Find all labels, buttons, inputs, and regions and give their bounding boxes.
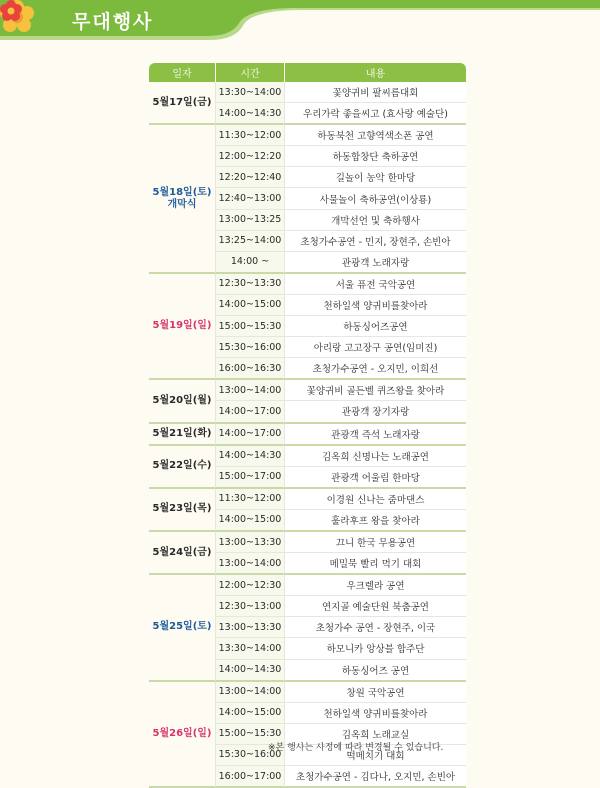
date-cell [149,380,216,423]
time-cell: 16:00~17:00 [216,766,285,788]
content-cell: 서울 퓨전 국악공연 [285,274,466,295]
date-label: 5월24일(금) [152,546,212,558]
time-cell: 11:30~12:00 [216,125,285,146]
time-cell: 14:00~14:30 [216,660,285,682]
date-cell [149,424,216,446]
content-cell: 천하일색 양귀비를찾아라 [285,703,466,724]
date-cell [149,125,216,274]
table-row [149,575,466,596]
content-cell: 이경원 신나는 줌마댄스 [285,489,466,510]
date-cell [149,575,216,681]
content-cell: 초청가수 공연 - 장현주, 이국 [285,617,466,638]
table-row [149,125,466,146]
content-cell: 우크렐라 공연 [285,575,466,596]
content-cell: 하동합창단 축하공연 [285,146,466,167]
column-header-time: 시간 [216,63,285,82]
content-cell: 우리가락 좋을씨고 (효사랑 예술단) [285,103,466,125]
date-cell [149,532,216,575]
date-label: 5월18일(토) [152,186,212,198]
content-cell: 메밀묵 빨리 먹기 대회 [285,553,466,575]
table-row [149,489,466,510]
event-schedule-table [149,63,466,788]
date-label: 5월19일(일) [152,320,212,332]
content-cell: 관광객 노래자랑 [285,252,466,274]
page-title: 무대행사 [72,11,154,33]
time-cell: 12:30~13:00 [216,596,285,617]
time-cell: 15:30~16:00 [216,745,285,766]
time-cell: 15:00~15:30 [216,316,285,337]
time-cell: 13:00~14:00 [216,553,285,575]
time-cell: 15:00~17:00 [216,467,285,489]
time-cell: 12:40~13:00 [216,188,285,209]
time-cell: 13:00~13:30 [216,617,285,638]
time-cell: 11:30~12:00 [216,489,285,510]
table-body [149,82,466,788]
date-label: 5월26일(일) [152,727,212,739]
column-header-date: 일자 [149,63,216,82]
time-cell: 13:00~13:30 [216,532,285,553]
time-cell: 14:00~14:30 [216,103,285,125]
time-cell: 13:30~14:00 [216,638,285,659]
time-cell: 13:25~14:00 [216,231,285,252]
content-cell: 김옥희 신명나는 노래공연 [285,446,466,467]
date-label: 5월25일(토) [152,621,212,633]
content-cell: 사물놀이 축하공연(이상룡) [285,188,466,209]
time-cell: 12:00~12:30 [216,575,285,596]
time-cell: 15:00~15:30 [216,724,285,745]
content-cell: 개막선언 및 축하행사 [285,210,466,231]
table-header-row [149,63,466,82]
time-cell: 15:30~16:00 [216,337,285,358]
time-cell: 14:00~15:00 [216,703,285,724]
time-cell: 16:00~16:30 [216,358,285,380]
content-cell: 아리랑 고고장구 공연(임미진) [285,337,466,358]
content-cell: 길놀이 농악 한마당 [285,167,466,188]
title-banner [0,0,600,44]
time-cell: 12:20~12:40 [216,167,285,188]
content-cell: 관광객 장기자랑 [285,401,466,423]
date-label: 5월23일(목) [152,503,212,515]
table-row [149,380,466,401]
date-label: 5월22일(수) [152,460,212,472]
content-cell: 떡메치기 대회 [285,745,466,766]
date-sublabel: 개막식 [167,198,197,210]
table-row [149,274,466,295]
content-cell: 꽃양귀비 골든벨 퀴즈왕을 찾아라 [285,380,466,401]
time-cell: 14:00~15:00 [216,510,285,532]
date-cell [149,682,216,788]
content-cell: 창원 국악공연 [285,682,466,703]
flower-icon [0,0,22,22]
date-label: 5월17일(금) [152,96,212,108]
time-cell: 12:00~12:20 [216,146,285,167]
content-cell: 관광객 어울림 한마당 [285,467,466,489]
column-header-content: 내용 [285,63,466,82]
content-cell: 끄니 한국 무용공연 [285,532,466,553]
time-cell: 14:00~14:30 [216,446,285,467]
content-cell: 꽃양귀비 팔씨름대회 [285,82,466,103]
content-cell: 초청가수공연 - 민지, 장현주, 손빈아 [285,231,466,252]
content-cell: 하동싱어즈 공연 [285,660,466,682]
time-cell: 13:00~14:00 [216,380,285,401]
date-cell [149,489,216,532]
date-cell [149,274,216,380]
content-cell: 하동북천 고향역색소폰 공연 [285,125,466,146]
content-cell: 하동싱어즈공연 [285,316,466,337]
date-label: 5월21일(화) [152,427,212,439]
table-row [149,682,466,703]
time-cell: 14:00~17:00 [216,424,285,446]
time-cell: 13:00~13:25 [216,210,285,231]
content-cell: 천하일색 양귀비를찾아라 [285,295,466,316]
content-cell: 김옥희 노래교실 [285,724,466,745]
content-cell: 훌라후프 왕을 찾아라 [285,510,466,532]
time-cell: 12:30~13:30 [216,274,285,295]
date-cell [149,446,216,489]
content-cell: 하모니카 앙상블 합주단 [285,638,466,659]
content-cell: 초청가수공연 - 김다나, 오지민, 손빈아 [285,766,466,788]
table-row [149,446,466,467]
time-cell: 14:00~15:00 [216,295,285,316]
content-cell: 관광객 즉석 노래자랑 [285,424,466,446]
table-row [149,424,466,446]
content-cell: 초청가수공연 - 오지민, 이희선 [285,358,466,380]
table-row [149,532,466,553]
time-cell: 13:00~14:00 [216,682,285,703]
time-cell: 14:00 ~ [216,252,285,274]
date-label: 5월20일(월) [152,394,212,406]
table-row [149,82,466,103]
time-cell: 13:30~14:00 [216,82,285,103]
time-cell: 14:00~17:00 [216,401,285,423]
content-cell: 연지골 예술단원 북춤공연 [285,596,466,617]
footer-note: ※본 행사는 사정에 따라 변경될 수 있습니다. [268,743,444,753]
date-cell [149,82,216,125]
